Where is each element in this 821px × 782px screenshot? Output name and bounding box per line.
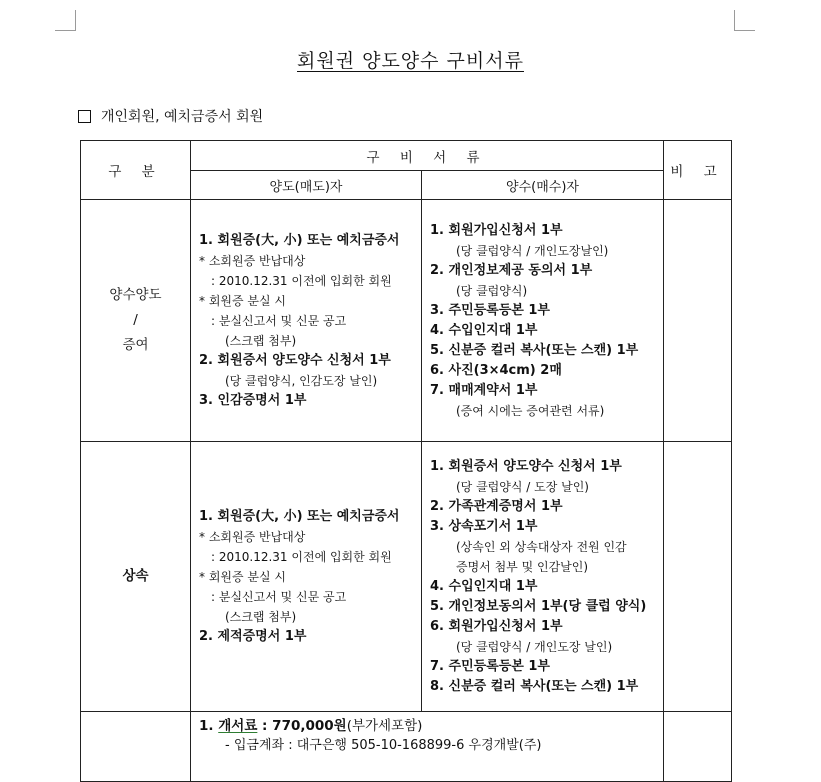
- header-transferee: 양수(매수)자: [422, 171, 664, 200]
- section-label: 개인회원, 예치금증서 회원: [101, 109, 264, 125]
- category-line: 양수양도: [109, 287, 162, 303]
- category-cell-fee: [81, 712, 191, 782]
- table-row-fee: [81, 712, 732, 782]
- list-item: 2. 제적증명서 1부: [199, 628, 307, 644]
- list-item: 1. 회원증(大, 小) 또는 예치금증서: [199, 508, 400, 524]
- list-item: 1. 회원증서 양도양수 신청서 1부: [430, 458, 622, 474]
- list-item: 5. 신분증 컬러 복사(또는 스캔) 1부: [430, 342, 639, 358]
- list-note: : 분실신고서 및 신문 공고: [211, 313, 347, 328]
- category-label: 상속: [122, 568, 149, 584]
- list-item: 5. 개인정보동의서 1부(당 클럽 양식): [430, 598, 647, 614]
- list-note: (스크랩 첨부): [225, 609, 297, 624]
- header-category: 구 분: [81, 141, 191, 200]
- list-note: : 2010.12.31 이전에 입회한 회원: [211, 273, 392, 288]
- list-item: 4. 수입인지대 1부: [430, 578, 538, 594]
- list-item: 2. 회원증서 양도양수 신청서 1부: [199, 352, 391, 368]
- list-note: (당 클럽양식 / 개인도장 날인): [456, 639, 613, 654]
- list-item: 3. 상속포기서 1부: [430, 518, 538, 534]
- fee-line: 1. 개서료 : 770,000원(부가세포함): [199, 718, 423, 734]
- section-heading: [78, 106, 263, 126]
- table-row-transfer: [81, 200, 732, 442]
- list-item: 6. 사진(3×4cm) 2매: [430, 362, 562, 378]
- fee-amount: 770,000원: [272, 718, 347, 734]
- list-note: (상속인 외 상속대상자 전원 인감: [456, 539, 627, 554]
- header-transferor: 양도(매도)자: [191, 171, 422, 200]
- fee-cell: [191, 712, 664, 782]
- list-note: (스크랩 첨부): [225, 333, 297, 348]
- list-note: * 회원증 분실 시: [199, 293, 286, 308]
- table-row-inheritance: [81, 442, 732, 712]
- remarks-cell: [664, 712, 732, 782]
- category-line: 증여: [122, 337, 149, 353]
- list-note: * 소회원증 반납대상: [199, 253, 306, 268]
- transferor-docs-cell: [191, 442, 422, 712]
- list-item: 3. 인감증명서 1부: [199, 392, 307, 408]
- list-item: 7. 주민등록등본 1부: [430, 658, 550, 674]
- list-item: 2. 가족관계증명서 1부: [430, 498, 563, 514]
- list-note: 증명서 첨부 및 인감날인): [456, 559, 589, 574]
- category-line: /: [133, 312, 138, 328]
- transferor-docs-cell: [191, 200, 422, 442]
- header-row: [81, 141, 732, 171]
- fee-label: 개서료: [218, 718, 258, 734]
- list-item: 2. 개인정보제공 동의서 1부: [430, 262, 593, 278]
- document-title: 회원권 양도양수 구비서류: [297, 50, 524, 72]
- category-cell-transfer: [81, 200, 191, 442]
- transferee-docs-cell: [422, 442, 664, 712]
- transferee-docs-cell: [422, 200, 664, 442]
- list-note: (증여 시에는 증여관련 서류): [456, 403, 605, 418]
- list-item: 1. 회원증(大, 小) 또는 예치금증서: [199, 232, 400, 248]
- documents-table: [80, 140, 732, 782]
- list-item: 6. 회원가입신청서 1부: [430, 618, 563, 634]
- list-note: * 소회원증 반납대상: [199, 529, 306, 544]
- fee-note: (부가세포함): [346, 718, 423, 734]
- category-cell-inheritance: [81, 442, 191, 712]
- list-item: 8. 신분증 컬러 복사(또는 스캔) 1부: [430, 678, 639, 694]
- list-note: * 회원증 분실 시: [199, 569, 286, 584]
- list-note: (당 클럽양식 / 개인도장날인): [456, 243, 609, 258]
- remarks-cell: [664, 200, 732, 442]
- list-item: 3. 주민등록등본 1부: [430, 302, 550, 318]
- list-item: 1. 회원가입신청서 1부: [430, 222, 563, 238]
- list-item: 4. 수입인지대 1부: [430, 322, 538, 338]
- header-documents: 구 비 서 류: [191, 141, 664, 171]
- list-note: : 분실신고서 및 신문 공고: [211, 589, 347, 604]
- remarks-cell: [664, 442, 732, 712]
- checkbox-icon: [78, 110, 91, 123]
- account-line: - 입금계좌 : 대구은행 505-10-168899-6 우경개발(주): [225, 738, 542, 753]
- list-note: (당 클럽양식, 인감도장 날인): [225, 373, 378, 388]
- list-item: 7. 매매계약서 1부: [430, 382, 538, 398]
- crop-mark-top-right: [734, 10, 755, 31]
- header-remarks: 비 고: [664, 141, 732, 200]
- crop-mark-top-left: [55, 10, 76, 31]
- list-note: : 2010.12.31 이전에 입회한 회원: [211, 549, 392, 564]
- list-note: (당 클럽양식): [456, 283, 528, 298]
- list-note: (당 클럽양식 / 도장 날인): [456, 479, 589, 494]
